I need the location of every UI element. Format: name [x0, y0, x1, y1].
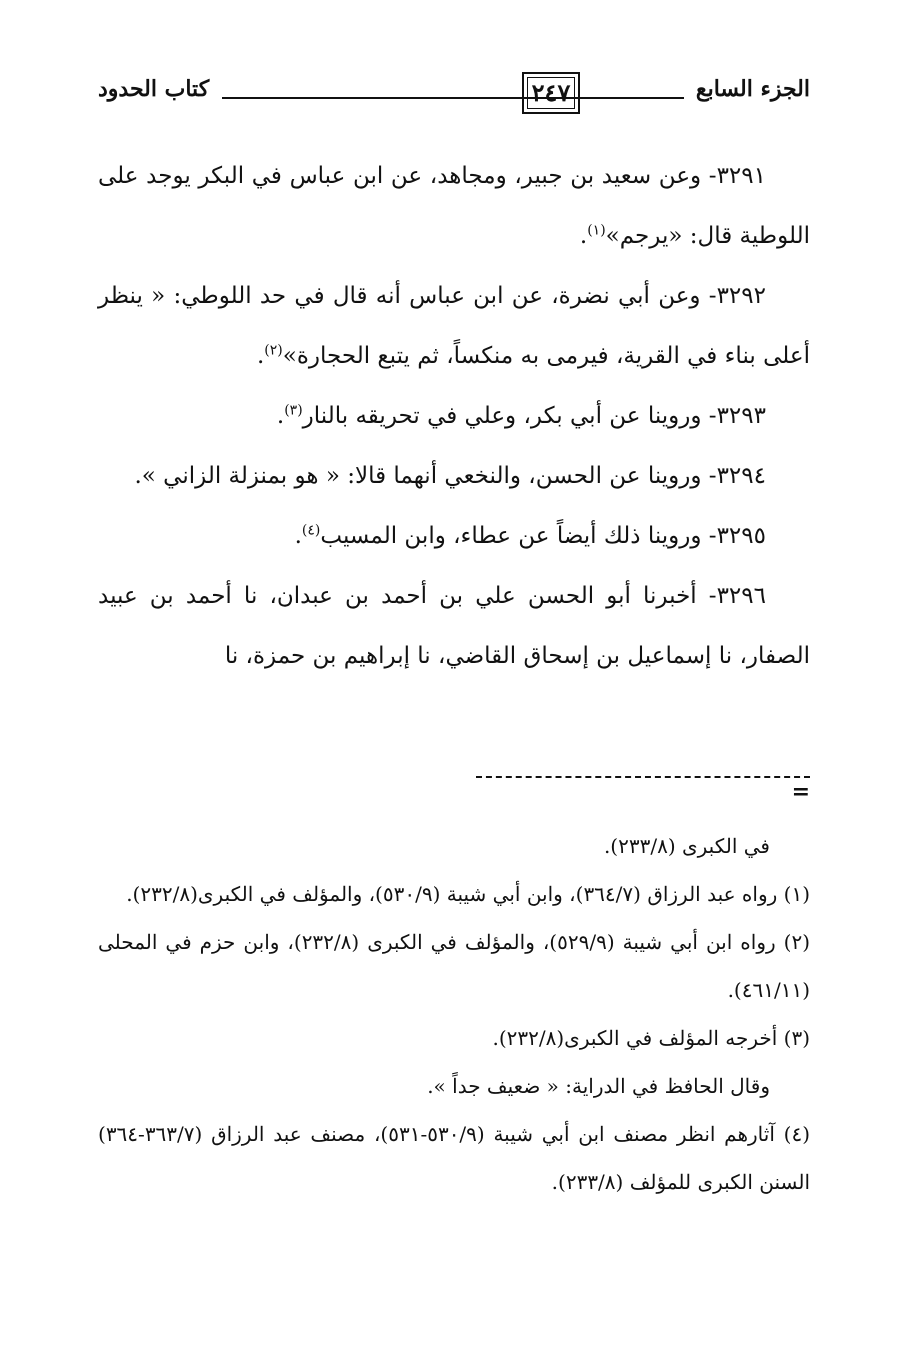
book-title: كتاب الحدود [98, 76, 210, 102]
footnote-ref: (٤) [301, 522, 321, 539]
footnote-ref: (٢) [264, 342, 283, 359]
paragraph-3292: ٣٢٩٢- وعن أبي نضرة، عن ابن عباس أنه قال في حد اللوطي: « ينظر أعلى بناء في القرية، فيرمى به منكساً، ثم يتبع الحجارة»$^{(٢)}$. [98, 283, 810, 369]
footnote-2: (٢) رواه ابن أبي شيبة (٥٢٩/٩)، والمؤلف في الكبرى (٢٣٢/٨)، وابن حزم في المحلى (٤٦١/١١). [98, 930, 811, 1002]
paragraph-3295: ٣٢٩٥- وروينا ذلك أيضاً عن عطاء، وابن المسيب$^{(٤)}$. [294, 522, 766, 549]
header-rule-left [222, 97, 520, 99]
paragraph-3293: ٣٢٩٣- وروينا عن أبي بكر، وعلي في تحريقه بالنار$^{(٣)}$. [276, 402, 766, 429]
volume-title: الجزء السابع [695, 76, 810, 102]
main-text [98, 146, 810, 686]
footnote-continuation: في الكبرى (٢٣٣/٨). [603, 834, 770, 858]
continuation-mark: = [791, 779, 810, 805]
paragraph-3291: ٣٢٩١- وعن سعيد بن جبير، ومجاهد، عن ابن عباس في البكر يوجد على اللوطية قال: «يرجم»$^{(١)}$. [98, 163, 810, 249]
paragraph-3294: ٣٢٩٤- وروينا عن الحسن، والنخعي أنهما قالا: « هو بمنزلة الزاني ». [134, 463, 766, 489]
footnote-1: (١) رواه عبد الرزاق (٣٦٤/٧)، وابن أبي شيبة (٥٣٠/٩)، والمؤلف في الكبرى(٢٣٢/٨). [126, 882, 810, 906]
footnote-separator [476, 776, 810, 804]
dashed-rule [476, 776, 810, 778]
footnote-ref: (٣) [284, 402, 303, 419]
footnote-ref: (١) [587, 222, 606, 239]
footnote-3-comment: وقال الحافظ في الدراية: « ضعيف جداً ». [427, 1074, 770, 1098]
page-number-box [522, 72, 580, 114]
page-header [98, 70, 810, 130]
footnote-3: (٣) أخرجه المؤلف في الكبرى(٢٣٢/٨). [492, 1026, 810, 1050]
page-number: ٢٤٧ [531, 78, 571, 107]
footnotes [98, 822, 810, 1206]
footnote-4: (٤) آثارهم انظر مصنف ابن أبي شيبة (٥٣٠/٩-٥٣١)، مصنف عبد الرزاق (٣٦٣/٧-٣٦٤) السنن الكبرى للمؤلف (٢٣٣/٨). [98, 1122, 810, 1194]
paragraph-3296: ٣٢٩٦- أخبرنا أبو الحسن علي بن أحمد بن عبدان، نا أحمد بن عبيد الصفار، نا إسماعيل بن إسحاق القاضي، نا إبراهيم بن حمزة، نا [98, 583, 810, 669]
